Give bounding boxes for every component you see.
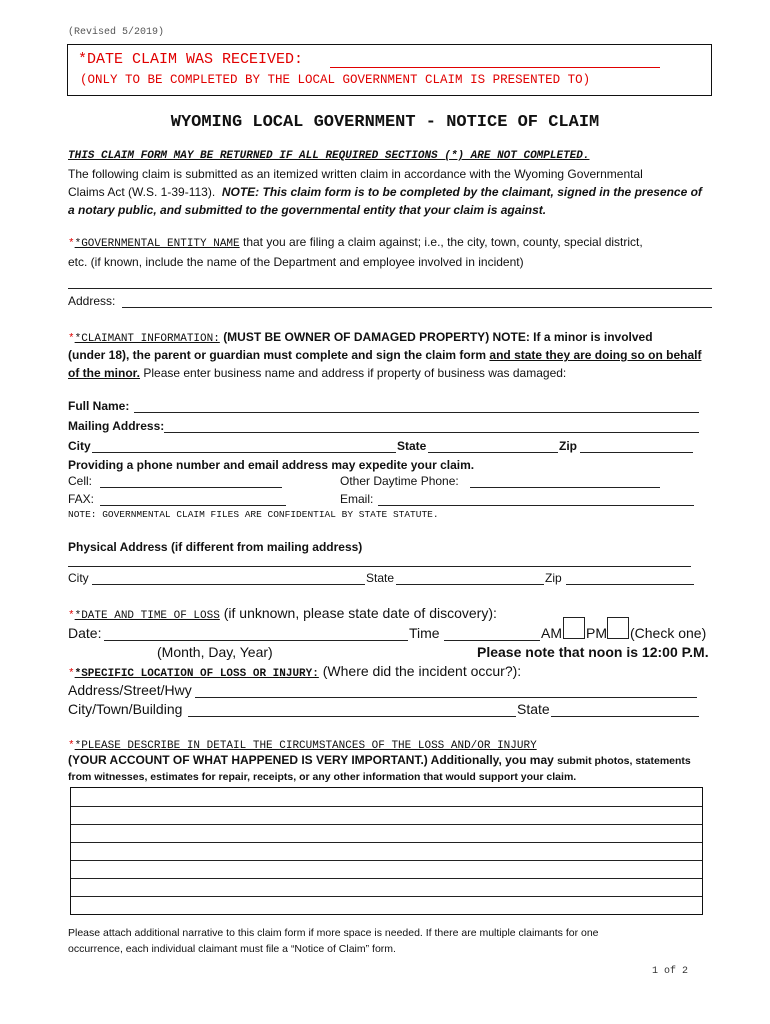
- entity-text-2: etc. (if known, include the name of the Department and employee involved in incident): [68, 255, 524, 269]
- state-label: State: [397, 439, 427, 453]
- claimant-line-1: [68, 330, 653, 345]
- location-heading: *SPECIFIC LOCATION OF LOSS OR INJURY:: [74, 668, 319, 680]
- cell-label: Cell:: [68, 474, 93, 488]
- physical-zip-label: Zip: [545, 571, 562, 585]
- description-line[interactable]: [71, 860, 702, 861]
- am-checkbox[interactable]: [563, 617, 585, 639]
- page-title: WYOMING LOCAL GOVERNMENT - NOTICE OF CLAIM: [170, 113, 600, 132]
- entity-name-field[interactable]: [68, 288, 712, 289]
- city-label: City: [68, 439, 91, 453]
- location-asterisk: *: [68, 668, 75, 680]
- location-sub: (Where did the incident occur?):: [322, 663, 522, 679]
- describe-bold-1: [68, 753, 691, 767]
- describe-line: [68, 737, 537, 752]
- fax-label: FAX:: [68, 492, 95, 506]
- physical-city-field[interactable]: [92, 584, 365, 585]
- entity-heading: *GOVERNMENTAL ENTITY NAME: [74, 238, 240, 250]
- other-phone-field[interactable]: [470, 487, 660, 488]
- fax-field[interactable]: [100, 505, 286, 506]
- date-format-hint: (Month, Day, Year): [157, 644, 273, 660]
- location-city-field[interactable]: [188, 716, 516, 717]
- physical-heading: Physical Address (if different from mailing address): [68, 540, 363, 554]
- claimant-bold-2-underlined: and state they are doing so on behalf: [489, 348, 702, 362]
- intro-line-2: [68, 185, 702, 199]
- claimant-heading: *CLAIMANT INFORMATION:: [74, 333, 220, 345]
- entity-address-label: Address:: [68, 294, 116, 308]
- intro-statute: Claims Act (W.S. 1-39-113).: [68, 185, 216, 199]
- physical-zip-field[interactable]: [566, 584, 694, 585]
- mailing-address-field[interactable]: [164, 432, 699, 433]
- zip-label: Zip: [559, 439, 577, 453]
- description-line[interactable]: [71, 842, 702, 843]
- mailing-address-label: Mailing Address:: [68, 419, 165, 433]
- description-box[interactable]: [70, 787, 703, 915]
- phone-note: Providing a phone number and email address may expedite your claim.: [68, 458, 475, 472]
- claimant-bold-3-underlined: of the minor.: [68, 366, 140, 380]
- physical-state-field[interactable]: [396, 584, 544, 585]
- page-number: 1 of 2: [652, 966, 689, 977]
- entity-text-1: that you are filing a claim against; i.e., the city, town, county, special district,: [242, 235, 643, 249]
- describe-photos: submit photos, statements: [557, 755, 691, 767]
- received-box: [67, 44, 712, 96]
- full-name-field[interactable]: [134, 412, 699, 413]
- entity-address-field[interactable]: [122, 307, 712, 308]
- entity-line-1: [68, 235, 643, 250]
- loss-time-heading: *DATE AND TIME OF LOSS: [74, 610, 220, 622]
- description-line[interactable]: [71, 896, 702, 897]
- footer-note-1: Please attach additional narrative to this claim form if more space is needed. If there are multiple claimants for one: [68, 927, 599, 939]
- loss-time-asterisk: *: [68, 610, 75, 622]
- loss-time-label: Time: [409, 625, 440, 641]
- check-one-label: (Check one): [630, 625, 707, 641]
- state-field[interactable]: [428, 452, 558, 453]
- other-phone-label: Other Daytime Phone:: [340, 474, 459, 488]
- noon-note: Please note that noon is 12:00 P.M.: [477, 644, 709, 660]
- cell-field[interactable]: [100, 487, 282, 488]
- location-address-label: Address/Street/Hwy: [68, 682, 192, 698]
- location-line: [68, 663, 521, 680]
- footer-note-2: occurrence, each individual claimant must file a “Notice of Claim” form.: [68, 943, 396, 955]
- physical-city-label: City: [68, 571, 89, 585]
- intro-note: NOTE: This claim form is to be completed by the claimant, signed in the presence of: [221, 185, 702, 199]
- claimant-line-2: [68, 348, 701, 362]
- loss-time-field[interactable]: [444, 640, 540, 641]
- claimant-line-3: [68, 366, 566, 380]
- describe-asterisk: *: [68, 740, 75, 752]
- loss-date-field[interactable]: [104, 640, 408, 641]
- intro-line-1: The following claim is submitted as an itemized written claim in accordance with the Wyoming Governmental: [68, 167, 643, 181]
- zip-field[interactable]: [580, 452, 693, 453]
- am-label: AM: [541, 625, 562, 641]
- description-line[interactable]: [71, 806, 702, 807]
- loss-time-sub: (if unknown, please state date of discovery):: [223, 605, 497, 621]
- city-field[interactable]: [92, 452, 396, 453]
- pm-label: PM: [586, 625, 607, 641]
- full-name-label: Full Name:: [68, 399, 130, 413]
- loss-time-line: [68, 605, 497, 622]
- return-warning: THIS CLAIM FORM MAY BE RETURNED IF ALL REQUIRED SECTIONS (*) ARE NOT COMPLETED.: [68, 150, 590, 162]
- email-label: Email:: [340, 492, 374, 506]
- confidential-note: NOTE: GOVERNMENTAL CLAIM FILES ARE CONFIDENTIAL BY STATE STATUTE.: [68, 509, 439, 520]
- description-line[interactable]: [71, 878, 702, 879]
- location-address-field[interactable]: [195, 697, 697, 698]
- intro-line-3: a notary public, and submitted to the governmental entity that your claim is against.: [68, 203, 547, 217]
- claimant-plain-3: Please enter business name and address if property of business was damaged:: [143, 366, 567, 380]
- physical-address-field[interactable]: [68, 566, 691, 567]
- physical-state-label: State: [366, 571, 395, 585]
- only-completed-note: (ONLY TO BE COMPLETED BY THE LOCAL GOVERNMENT CLAIM IS PRESENTED TO): [80, 73, 591, 87]
- claimant-asterisk: *: [68, 333, 75, 345]
- describe-heading: *PLEASE DESCRIBE IN DETAIL THE CIRCUMSTANCES OF THE LOSS AND/OR INJURY: [74, 740, 537, 752]
- describe-bold-2: from witnesses, estimates for repair, receipts, or any other information that would support your claim.: [68, 771, 577, 783]
- date-received-field[interactable]: [330, 67, 660, 68]
- claimant-bold-2: (under 18), the parent or guardian must complete and sign the claim form: [68, 348, 487, 362]
- entity-asterisk: *: [68, 238, 75, 250]
- pm-checkbox[interactable]: [607, 617, 629, 639]
- description-line[interactable]: [71, 824, 702, 825]
- location-state-field[interactable]: [551, 716, 699, 717]
- date-received-label: *DATE CLAIM WAS RECEIVED:: [78, 51, 304, 68]
- claimant-bold-1: (MUST BE OWNER OF DAMAGED PROPERTY) NOTE: If a minor is involved: [223, 330, 653, 344]
- revised-date: (Revised 5/2019): [68, 27, 165, 38]
- location-state-label: State: [517, 701, 550, 717]
- describe-importance: (YOUR ACCOUNT OF WHAT HAPPENED IS VERY IMPORTANT.) Additionally, you may: [68, 753, 554, 767]
- email-field[interactable]: [378, 505, 694, 506]
- location-city-label: City/Town/Building: [68, 701, 183, 717]
- loss-date-label: Date:: [68, 625, 102, 641]
